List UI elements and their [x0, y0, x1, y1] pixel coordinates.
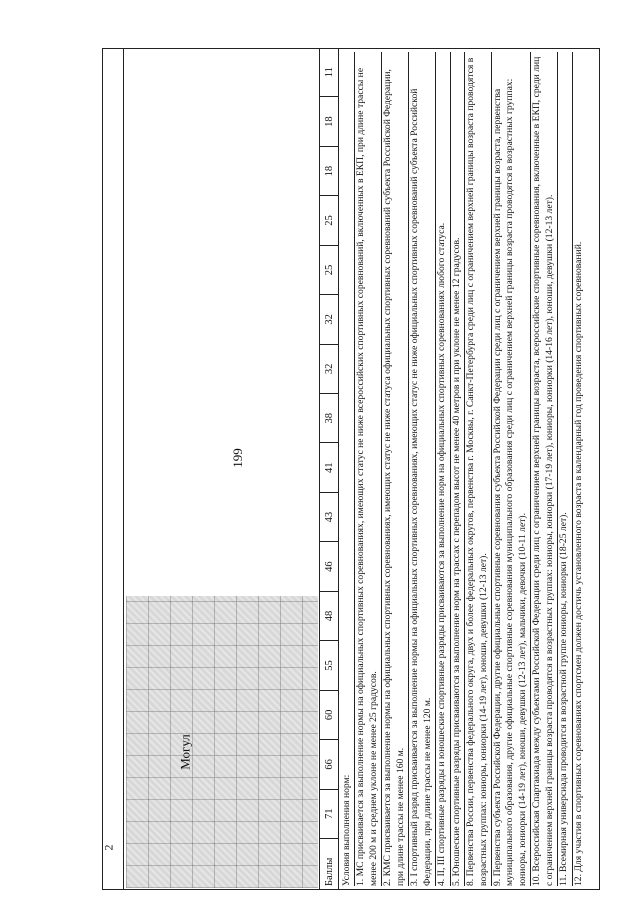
score-value: 38: [320, 393, 338, 442]
condition-item: 9. Первенства субъекта Российской Федерации, другие официальные спортивные соревнования субъекта Российской Федерации среди лиц с ограничением верхней границы возраста, первенства муниципального образования, другие официальные спортивные соревнования муниципального образования среди лиц с ограничением верхней границы возраста проводятся в возрастных группах: юниоры, юниорки (14-19 лет), юноши, девушки (12-13 лет), мальчики, девочки (10-11 лет).: [492, 52, 531, 886]
score-value: 25: [320, 195, 338, 244]
score-value: 43: [320, 492, 338, 541]
score-header-row: [320, 48, 339, 890]
condition-item: 1. МС присваивается за выполнение нормы на официальных спортивных соревнованиях, имеющих статус не ниже всероссийских спортивных соревнований, включенных в ЕКП, при длине трассы не менее 200 м и среднем уклоне не менее 25 градусов.: [355, 52, 382, 886]
score-value: 11: [323, 67, 335, 78]
score-header-label: Баллы: [320, 838, 338, 890]
score-value: 66: [320, 739, 338, 788]
condition-item: 10. Всероссийская Спартакиада между субъектами Российской Федерации среди лиц с ограничением верхней границы возраста, всероссийские спортивные соревнования, включенные в ЕКП, среди лиц с ограничением верхней границы возраста проводятся в возрастных группах: юниоры, юниорки (17-19 лет), юниоры, юниорки (14-16 лет), юноши, девушки (12-13 лет).: [531, 52, 558, 886]
score-value: 18: [320, 96, 338, 145]
condition-item: 5. Юношеские спортивные разряды присваиваются за выполнение норм на трассах с перепадом высот не менее 40 метров и при уклоне не менее 12 градусов.: [451, 52, 465, 886]
score-value: 18: [320, 146, 338, 195]
discipline-name: Могул: [177, 734, 193, 770]
score-value: 46: [320, 541, 338, 590]
score-value: 71: [320, 789, 338, 838]
condition-item: 11. Всемирная универсиада проводится в возрастной группе юниоры, юниорки (18-25 лет).: [558, 52, 572, 886]
row-number-column: [102, 48, 124, 890]
score-value: 32: [320, 294, 338, 343]
score-value: 32: [320, 344, 338, 393]
score-value: 25: [320, 245, 338, 294]
score-value: 41: [320, 443, 338, 492]
score-value: 60: [320, 690, 338, 739]
condition-item: 12. Для участия в спортивных соревнованиях спортсмен должен достичь установленного возраста в календарный год проведения спортивных соревнований.: [572, 241, 584, 886]
condition-item: 2. КМС присваивается за выполнение нормы на официальных спортивных соревнованиях, имеющих статус не ниже статуса официальных спортивных соревнований субъекта Российской Федерации, при длине трассы не менее 160 м.: [382, 52, 409, 886]
condition-item: 3. I спортивный разряд присваивается за выполнение нормы на официальных спортивных соревнованиях, имеющих статус не ниже официальных спортивных соревнований субъекта Российской Федерации, при длине трассы не менее 120 м.: [409, 52, 436, 886]
rotated-content: [320, 48, 600, 890]
condition-item: 8. Первенства России, первенства федерального округа, двух и более федеральных округов, первенства г. Москвы, г. Санкт-Петербурга среди лиц с ограничением верхней границы возраста проводятся в возрастных группах: юниоры, юниорки (14-19 лет), юноши, девушки (12-13 лет).: [465, 52, 492, 886]
conditions-title: Условия выполнения норм:: [341, 52, 355, 886]
condition-item: 4. II, III спортивные разряды и юношеские спортивные разряды присваиваются за выполнение норм на официальных спортивных соревнованиях любого статуса.: [436, 52, 450, 886]
score-value: 48: [320, 591, 338, 640]
page-number: 199: [229, 448, 245, 468]
conditions-block: [339, 48, 588, 890]
hatched-cell: [126, 596, 318, 888]
score-value: 55: [320, 640, 338, 689]
row-number: 2: [101, 844, 116, 851]
